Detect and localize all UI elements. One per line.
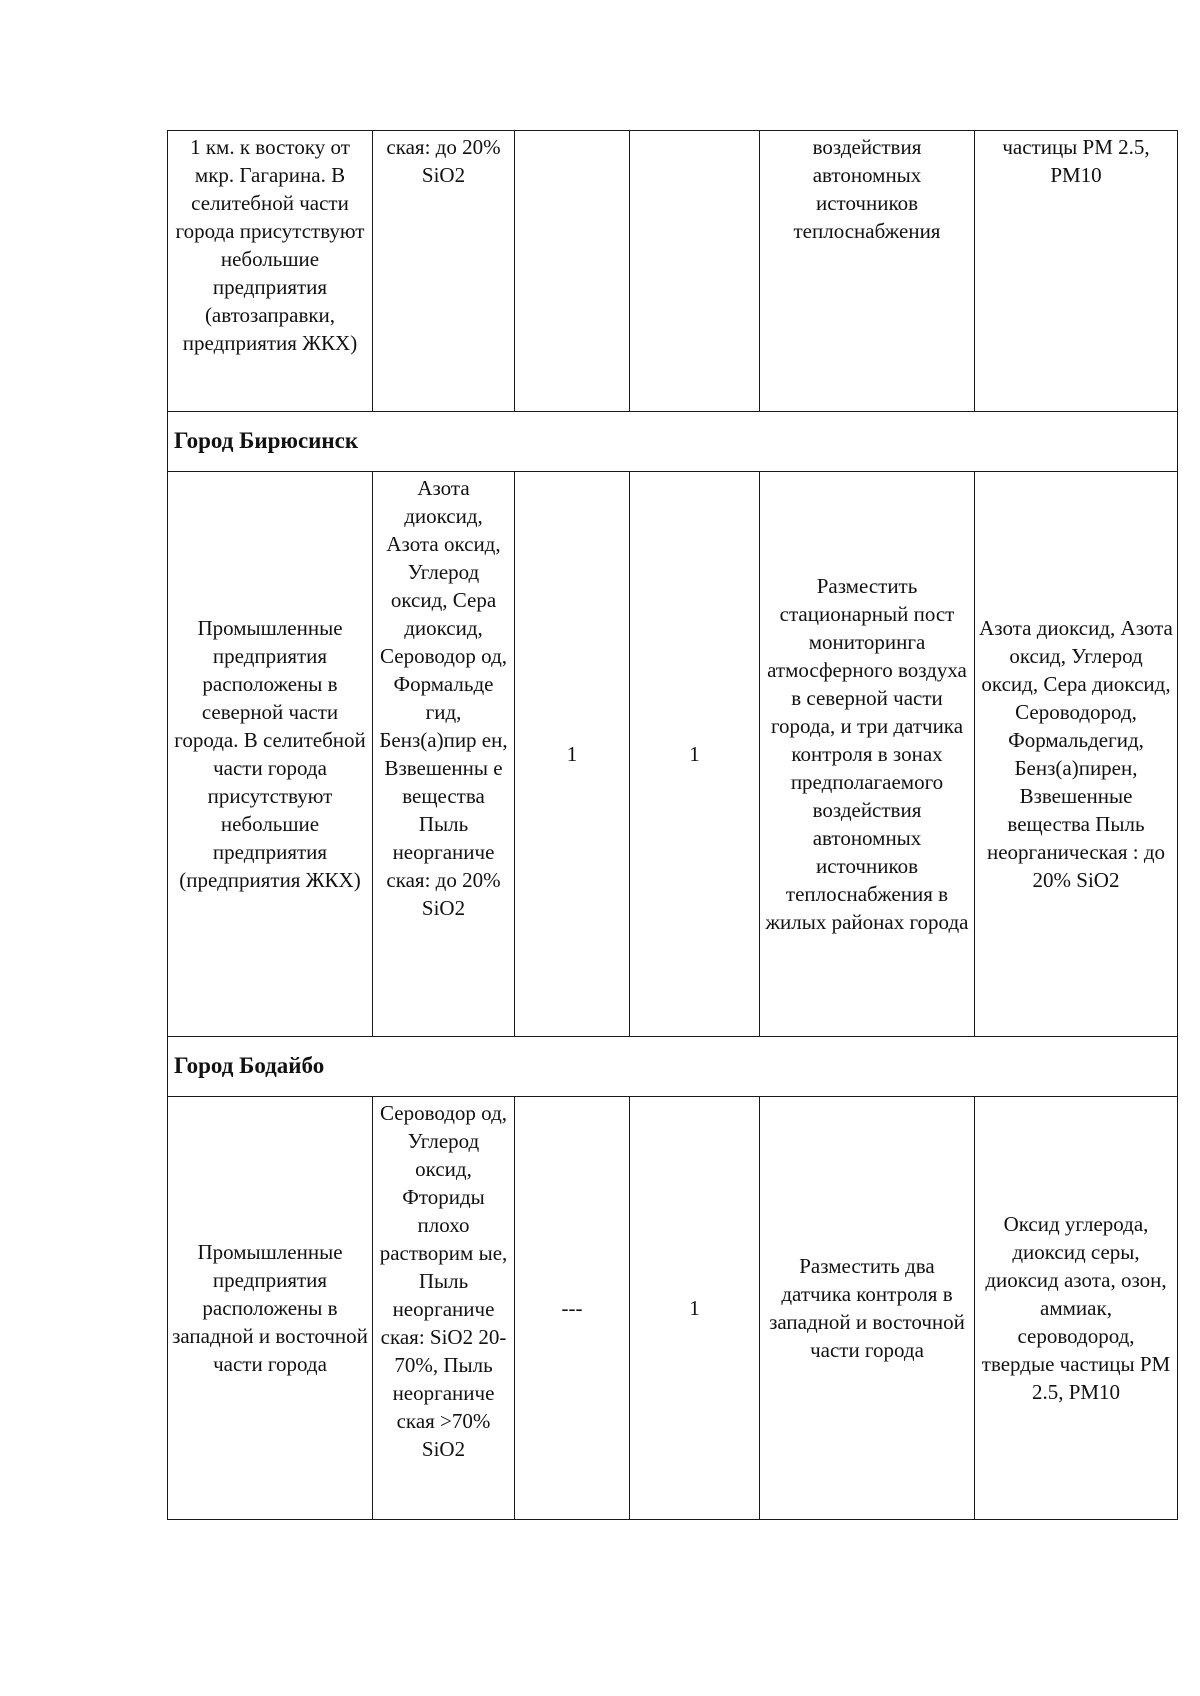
cell-existing-posts: --- (515, 1097, 630, 1520)
cell-existing-sensors: 1 (630, 472, 760, 1037)
cell-monitored-substances: Азота диоксид, Азота оксид, Углерод оксид, Сера диоксид, Сероводород, Формальдегид, Бенз(а)пирен, Взвешенные вещества Пыль неорганическая : до 20% SiO2 (975, 472, 1178, 1037)
cell-location: Промышленные предприятия расположены в северной части города. В селитебной части города присутствуют небольшие предприятия (предприятия ЖКХ) (168, 472, 373, 1037)
table-row-continued (168, 131, 1178, 412)
cell-recommendation: Разместить два датчика контроля в западной и восточной части города (760, 1097, 975, 1520)
city-heading-biryusinsk: Город Бирюсинск (168, 412, 1178, 472)
cell-monitored-substances: Оксид углерода, диоксид серы, диоксид азота, озон, аммиак, сероводород, твердые частицы РМ 2.5, РМ10 (975, 1097, 1178, 1520)
cell-monitored-substances: частицы РМ 2.5, РМ10 (975, 131, 1178, 412)
cell-existing-posts (515, 131, 630, 412)
table-row-bodaibo (168, 1097, 1178, 1520)
cell-pollutants: Азота диоксид, Азота оксид, Углерод оксид, Сера диоксид, Сероводор од, Формальде гид, Бенз(а)пир ен, Взвешенны е вещества Пыль неорганиче ская: до 20% SiO2 (373, 472, 515, 1037)
monitoring-table (167, 130, 1178, 1520)
cell-existing-posts: 1 (515, 472, 630, 1037)
section-header-row (168, 412, 1178, 472)
cell-location: 1 км. к востоку от мкр. Гагарина. В селитебной части города присутствуют небольшие предприятия (автозаправки, предприятия ЖКХ) (168, 131, 373, 412)
cell-recommendation: воздействия автономных источников теплоснабжения (760, 131, 975, 412)
cell-location: Промышленные предприятия расположены в западной и восточной части города (168, 1097, 373, 1520)
section-header-row (168, 1037, 1178, 1097)
cell-existing-sensors: 1 (630, 1097, 760, 1520)
table-row-biryusinsk (168, 472, 1178, 1037)
cell-pollutants: Сероводор од, Углерод оксид, Фториды плохо растворим ые, Пыль неорганиче ская: SiO2 20-70%, Пыль неорганиче ская >70% SiO2 (373, 1097, 515, 1520)
city-heading-bodaibo: Город Бодайбо (168, 1037, 1178, 1097)
cell-recommendation: Разместить стационарный пост мониторинга атмосферного воздуха в северной части города, и три датчика контроля в зонах предполагаемого воздействия автономных источников теплоснабжения в жилых районах города (760, 472, 975, 1037)
cell-existing-sensors (630, 131, 760, 412)
cell-pollutants: ская: до 20% SiO2 (373, 131, 515, 412)
